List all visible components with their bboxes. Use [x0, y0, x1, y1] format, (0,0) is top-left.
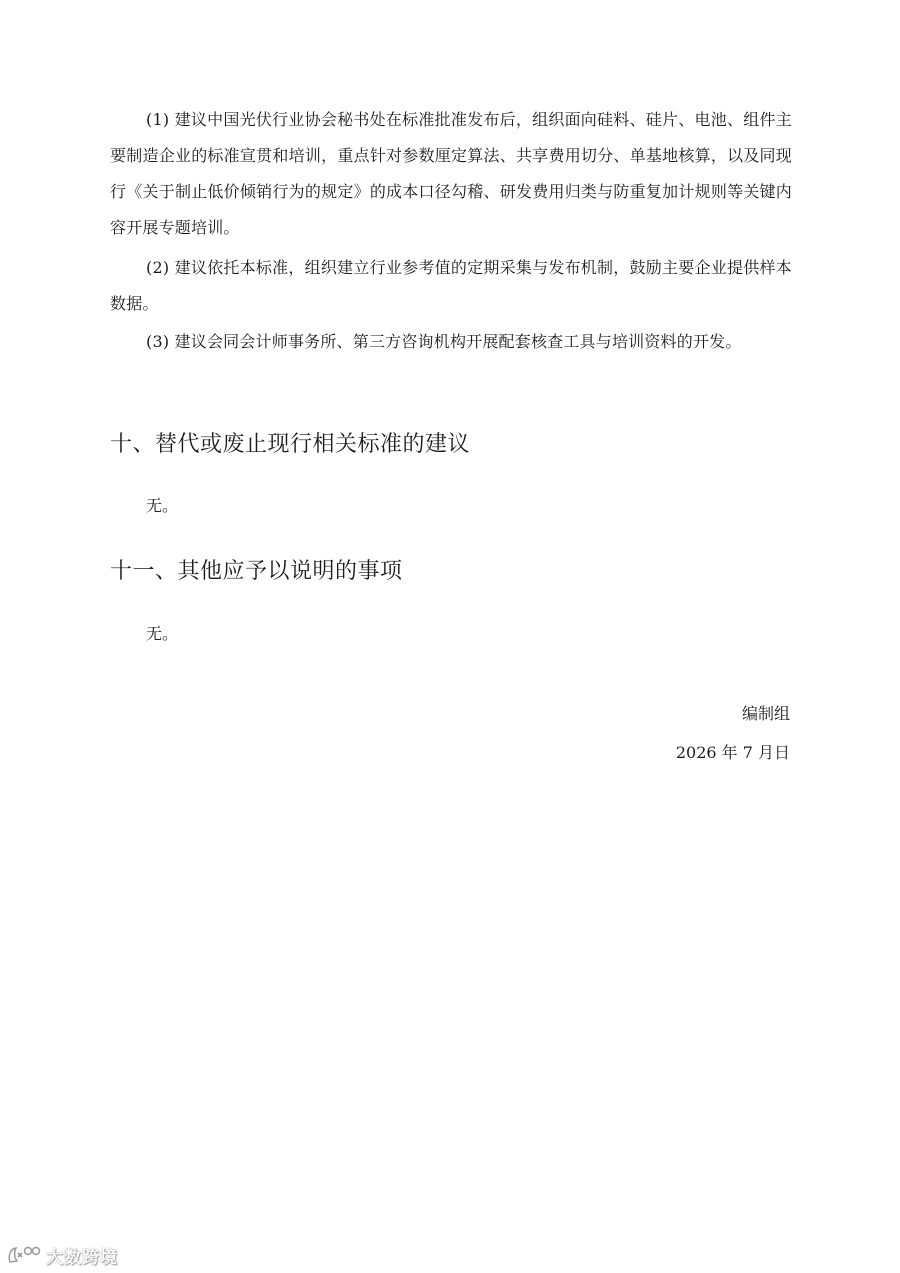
- signature-date: 2026 年 7 月日: [675, 743, 790, 762]
- recommendation-paragraph-2: (2) 建议依托本标准，组织建立行业参考值的定期采集与发布机制，鼓励主要企业提供样本数据。: [110, 258, 792, 313]
- section-11-heading: 十一、其他应予以说明的事项: [110, 559, 403, 584]
- recommendation-paragraph-1: (1) 建议中国光伏行业协会秘书处在标准批准发布后，组织面向硅料、硅片、电池、组件主要制造企业的标准宣贯和培训，重点针对参数厘定算法、共享费用切分、单基地核算，以及同现行《关于制止低价倾销行为的规定》的成本口径勾稽、研发费用归类与防重复加计规则等关键内容开展专题培训。: [110, 110, 792, 237]
- section-10-body: 无。: [146, 496, 179, 515]
- watermark: [6, 1242, 118, 1268]
- section-10-heading: 十、替代或废止现行相关标准的建议: [110, 432, 471, 457]
- section-11-body: 无。: [146, 624, 179, 643]
- signature-author: 编制组: [741, 704, 790, 723]
- brand-logo-icon: [6, 1244, 42, 1266]
- recommendation-paragraph-3: (3) 建议会同会计师事务所、第三方咨询机构开展配套核查工具与培训资料的开发。: [146, 332, 742, 351]
- watermark-text: 大数跨境: [46, 1247, 118, 1268]
